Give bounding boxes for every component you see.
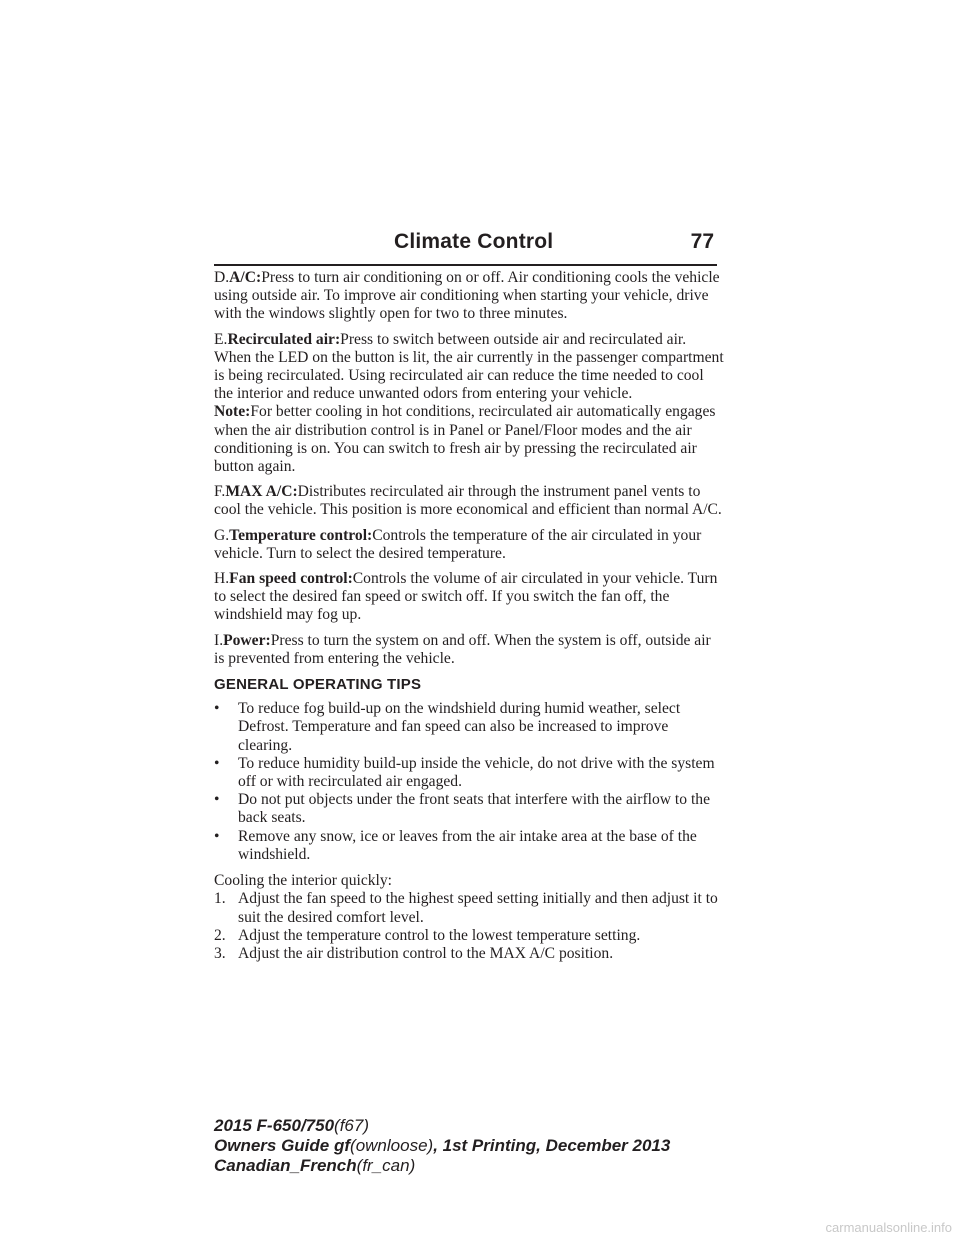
item-h xyxy=(214,570,724,625)
footer-line-language xyxy=(214,1156,670,1176)
list-item-text: To reduce humidity build-up inside the vehicle, do not drive with the system off or with recirculated air engaged. xyxy=(238,754,715,791)
footer-line-model xyxy=(214,1116,670,1136)
bullet-icon: • xyxy=(214,754,220,772)
item-term: Recirculated air: xyxy=(227,330,341,348)
step-text: Adjust the fan speed to the highest speed setting initially and then adjust it to suit the desired comfort level. xyxy=(238,890,718,926)
footer-language: Canadian_French xyxy=(214,1156,357,1175)
item-letter: I. xyxy=(214,631,224,649)
watermark: carmanualsonline.info xyxy=(825,1220,952,1235)
step-number: 2. xyxy=(214,926,226,944)
item-letter: H. xyxy=(214,570,230,588)
tips-list xyxy=(214,700,724,864)
item-term: Fan speed control: xyxy=(229,570,353,588)
cooling-steps xyxy=(214,890,724,963)
item-i xyxy=(214,632,724,668)
footer-model-code: (f67) xyxy=(334,1116,370,1135)
item-text: Press to turn the system on and off. When the system is off, outside air is prevented from entering the vehicle. xyxy=(214,631,711,667)
list-item-text: Remove any snow, ice or leaves from the air intake area at the base of the windshield. xyxy=(238,827,697,863)
bullet-icon: • xyxy=(214,791,220,809)
item-text: Controls the temperature of the air circulated in your vehicle. Turn to select the desired temperature. xyxy=(214,526,702,562)
section-heading: GENERAL OPERATING TIPS xyxy=(214,676,422,694)
list-item xyxy=(214,700,724,755)
footer-printing: , 1st Printing, December 2013 xyxy=(433,1136,671,1155)
item-text: Press to switch between outside air and recirculated air. When the LED on the button is lit, the air currently in the passenger compartment is being recirculated. Using recirculated air can reduce the time needed to cool the interior and reduce unwanted odors from entering your vehicle. xyxy=(214,330,724,403)
item-term: MAX A/C: xyxy=(225,483,298,501)
item-letter: G. xyxy=(214,526,230,544)
note-text: For better cooling in hot conditions, recirculated air automatically engages when the air distribution control is in Panel or Panel/Floor modes and the air conditioning is on. You can switch to fresh air by pressing the recirculated air button again. xyxy=(214,403,716,476)
step-number: 1. xyxy=(214,890,226,908)
step-text: Adjust the air distribution control to the MAX A/C position. xyxy=(238,944,614,962)
item-term: A/C: xyxy=(229,269,262,286)
page-footer xyxy=(214,1116,670,1176)
chapter-title: Climate Control xyxy=(394,230,554,253)
step-item xyxy=(214,945,724,963)
step-item xyxy=(214,927,724,945)
item-letter: F. xyxy=(214,483,226,501)
page-header xyxy=(214,228,717,266)
footer-line-guide xyxy=(214,1136,670,1156)
item-text: Controls the volume of air circulated in your vehicle. Turn to select the desired fan speed or switch off. If you switch the fan off, the windshield may fog up. xyxy=(214,570,718,624)
cooling-intro: Cooling the interior quickly: xyxy=(214,872,393,890)
footer-model: 2015 F-650/750 xyxy=(214,1116,335,1135)
list-item-text: To reduce fog build-up on the windshield during humid weather, select Defrost. Temperature and fan speed can also be increased to improve clearing. xyxy=(238,700,681,754)
item-d xyxy=(214,269,724,324)
list-item xyxy=(214,791,724,827)
footer-guide: Owners Guide gf xyxy=(214,1136,351,1155)
page-body xyxy=(214,269,724,963)
item-text: Press to turn air conditioning on or off. Air conditioning cools the vehicle using outside air. To improve air conditioning when starting your vehicle, drive with the windows slightly open for two to three minutes. xyxy=(214,269,720,323)
step-item xyxy=(214,890,724,926)
list-item-text: Do not put objects under the front seats that interfere with the airflow to the back seats. xyxy=(238,791,711,827)
list-item xyxy=(214,828,724,864)
bullet-icon: • xyxy=(214,700,220,718)
item-letter: E. xyxy=(214,330,228,348)
note-label: Note: xyxy=(214,403,251,421)
item-g xyxy=(214,527,724,563)
item-term: Power: xyxy=(223,631,271,649)
item-e xyxy=(214,331,724,404)
item-term: Temperature control: xyxy=(229,526,373,544)
footer-language-code: (fr_can) xyxy=(356,1156,416,1175)
page-number: 77 xyxy=(690,230,714,253)
list-item xyxy=(214,755,724,791)
step-number: 3. xyxy=(214,944,226,962)
note xyxy=(214,403,724,476)
footer-guide-code: (ownloose) xyxy=(350,1136,434,1155)
item-f xyxy=(214,483,724,519)
bullet-icon: • xyxy=(214,827,220,845)
item-letter: D. xyxy=(214,269,230,286)
item-text: Distributes recirculated air through the instrument panel vents to cool the vehicle. This position is more economical and efficient than normal A/C. xyxy=(214,483,722,519)
step-text: Adjust the temperature control to the lowest temperature setting. xyxy=(238,926,641,944)
